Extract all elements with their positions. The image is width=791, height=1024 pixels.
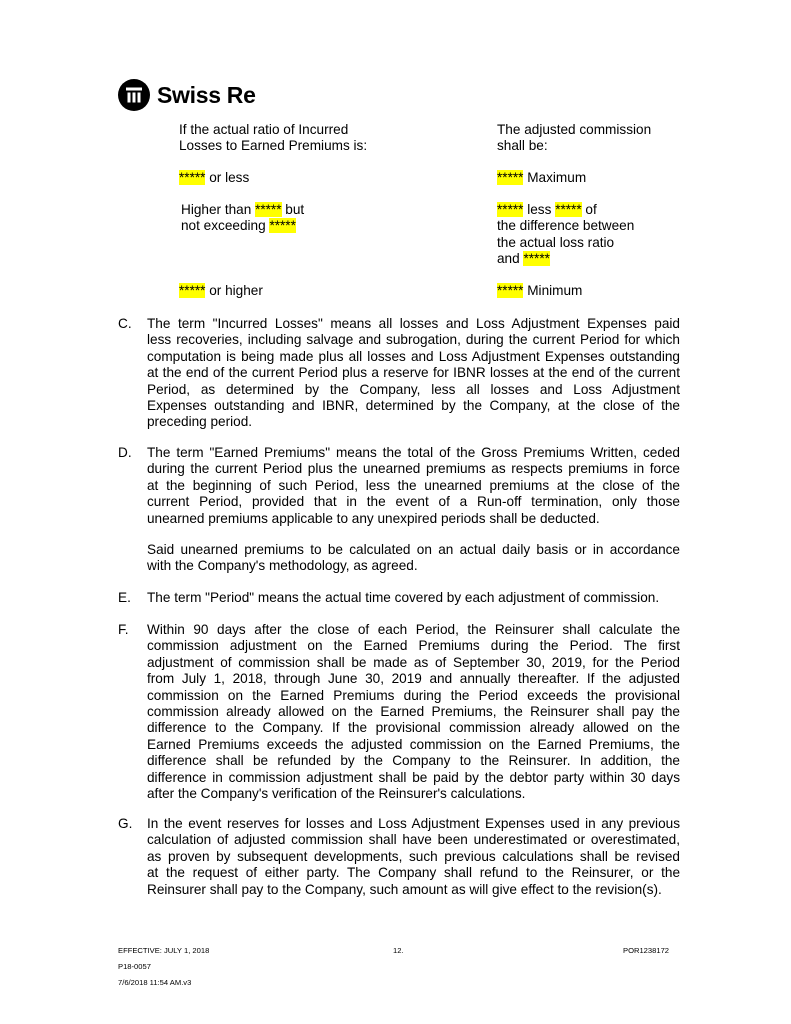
redacted-value: ***** [497, 283, 524, 298]
redacted-value: ***** [255, 202, 282, 217]
footer-timestamp: 7/6/2018 11:54 AM.v3 [118, 978, 192, 987]
paragraph-letter: G. [118, 816, 133, 831]
paragraph-letter: D. [118, 445, 132, 460]
paragraph-g: G. In the event reserves for losses and Loss Adjustment Expenses used in any previous calculation of adjusted commission shall have been underestimated or overestimated, as proven by subsequent developments, such previous calculations shall be revised at the request of either party. The Company shall refund to the Reinsurer, or the Reinsurer shall pay to the Company, such amount as will give effect to the revision(s). [118, 816, 680, 897]
redacted-value: ***** [179, 170, 206, 185]
swiss-re-logo [118, 78, 256, 112]
footer-doc-id: POR1238172 [623, 946, 670, 955]
footer-page-number: 12. [393, 946, 404, 955]
table-right-header: The adjusted commission shall be: [497, 122, 652, 154]
paragraph-d: D. The term "Earned Premiums" means the total of the Gross Premiums Written, ceded during the current Period plus the unearned premiums as respects premiums in force at the beginning of such Period, less the unearned premiums at the close of the current Period, provided that in the event of a Run-off termination, only those unearned premiums applicable to any unexpired periods shall be deducted. [118, 445, 680, 526]
table-row-3-left: ***** or higher [179, 283, 263, 298]
paragraph-d-continued: Said unearned premiums to be calculated on an actual daily basis or in accordance with the Company's methodology, as agreed. [147, 542, 680, 574]
footer-left [118, 946, 209, 988]
redacted-value: ***** [179, 283, 206, 298]
redacted-value: ***** [497, 170, 524, 185]
table-row-3-right: ***** Minimum [497, 283, 583, 298]
redacted-value: ***** [523, 251, 550, 267]
table-row-1-left: ***** or less [179, 170, 250, 185]
paragraph-letter: C. [118, 316, 132, 331]
paragraph-f: F. Within 90 days after the close of each Period, the Reinsurer shall calculate the commission adjustment on the Earned Premiums during the Period. The first adjustment of commission shall be made as of September 30, 2019, for the Period from July 1, 2018, through June 30, 2019 and annually thereafter. If the adjusted commission on the Earned Premiums during the Period exceeds the provisional commission already allowed on the Earned Premiums, the Reinsurer shall pay the difference to the Company. If the provisional commission already allowed on the Earned Premiums exceeds the adjusted commission on the Earned Premiums, the difference shall be refunded by the Company to the Reinsurer. In addition, the difference in commission adjustment shall be paid by the debtor party within 30 days after the Company's verification of the Reinsurer's calculations. [118, 622, 680, 802]
footer-effective-date: EFFECTIVE: JULY 1, 2018 [118, 946, 210, 955]
paragraph-e: E. The term "Period" means the actual time covered by each adjustment of commission. [118, 590, 660, 605]
table-left-header: If the actual ratio of Incurred Losses to Earned Premiums is: [179, 122, 368, 154]
redacted-value: ***** [269, 218, 296, 234]
redacted-value: ***** [555, 202, 582, 217]
swiss-re-logo-icon [118, 79, 150, 111]
brand-name: Swiss Re [157, 81, 256, 108]
paragraph-letter: E. [118, 590, 131, 605]
table-row-1-right: ***** Maximum [497, 170, 587, 185]
paragraph-c: C. The term "Incurred Losses" means all losses and Loss Adjustment Expenses paid less recoveries, including salvage and subrogation, during the current Period for which computation is being made plus all losses and Loss Adjustment Expenses outstanding at the end of the current Period plus a reserve for IBNR losses at the end of the current Period, as determined by the Company, less all losses and Loss Adjustment Expenses outstanding and IBNR, determined by the Company, at the close of the preceding period. [118, 316, 680, 430]
redacted-value: ***** [497, 202, 524, 217]
table-row-2-left: Higher than ***** but not exceeding ***** [181, 202, 305, 234]
paragraph-letter: F. [118, 622, 129, 637]
footer-code: P18-0057 [118, 962, 151, 971]
table-row-2-right: ***** less ***** of the difference between the actual loss ratio and ***** [497, 202, 635, 267]
